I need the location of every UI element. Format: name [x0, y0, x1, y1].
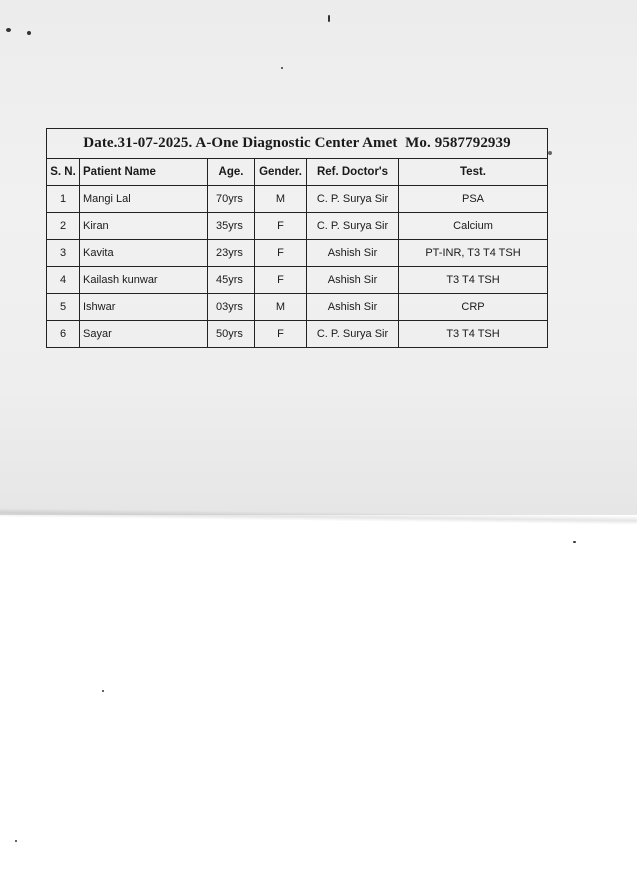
- cell-ref-doctor: Ashish Sir: [307, 267, 399, 294]
- column-header-ref-doctor: Ref. Doctor's: [307, 159, 399, 186]
- column-header-sn: S. N.: [47, 159, 80, 186]
- cell-sn: 2: [47, 213, 80, 240]
- cell-test: PT-INR, T3 T4 TSH: [399, 240, 548, 267]
- table-row: [47, 267, 548, 294]
- table-row: [47, 213, 548, 240]
- header-date: Date.31-07-2025.: [83, 135, 193, 151]
- cell-age: 23yrs: [208, 240, 255, 267]
- table-row: [47, 294, 548, 321]
- cell-test: T3 T4 TSH: [399, 267, 548, 294]
- table-row: [47, 186, 548, 213]
- cell-patient-name: Sayar: [80, 321, 208, 348]
- cell-sn: 4: [47, 267, 80, 294]
- cell-gender: F: [255, 213, 307, 240]
- cell-age: 03yrs: [208, 294, 255, 321]
- cell-gender: M: [255, 186, 307, 213]
- cell-test: PSA: [399, 186, 548, 213]
- column-header-gender: Gender.: [255, 159, 307, 186]
- cell-ref-doctor: Ashish Sir: [307, 240, 399, 267]
- table-title-row: [47, 129, 548, 159]
- cell-test: T3 T4 TSH: [399, 321, 548, 348]
- column-header-age: Age.: [208, 159, 255, 186]
- scan-speck: [15, 840, 17, 842]
- cell-age: 50yrs: [208, 321, 255, 348]
- cell-age: 35yrs: [208, 213, 255, 240]
- cell-age: 70yrs: [208, 186, 255, 213]
- patient-table: [46, 128, 548, 348]
- cell-sn: 5: [47, 294, 80, 321]
- cell-gender: M: [255, 294, 307, 321]
- table-row: [47, 240, 548, 267]
- cell-sn: 6: [47, 321, 80, 348]
- cell-ref-doctor: Ashish Sir: [307, 294, 399, 321]
- table-row: [47, 321, 548, 348]
- column-header-test: Test.: [399, 159, 548, 186]
- cell-test: CRP: [399, 294, 548, 321]
- table-title: [47, 129, 548, 159]
- scan-speck: [548, 151, 552, 155]
- cell-sn: 1: [47, 186, 80, 213]
- cell-patient-name: Kailash kunwar: [80, 267, 208, 294]
- header-center-name: A-One Diagnostic Center Amet: [195, 135, 398, 151]
- header-mobile: Mo. 9587792939: [405, 135, 511, 151]
- cell-patient-name: Kiran: [80, 213, 208, 240]
- cell-patient-name: Mangi Lal: [80, 186, 208, 213]
- cell-test: Calcium: [399, 213, 548, 240]
- cell-age: 45yrs: [208, 267, 255, 294]
- cell-ref-doctor: C. P. Surya Sir: [307, 213, 399, 240]
- column-header-patient-name: Patient Name: [80, 159, 208, 186]
- table-header-row: [47, 159, 548, 186]
- cell-sn: 3: [47, 240, 80, 267]
- cell-patient-name: Kavita: [80, 240, 208, 267]
- cell-ref-doctor: C. P. Surya Sir: [307, 186, 399, 213]
- cell-ref-doctor: C. P. Surya Sir: [307, 321, 399, 348]
- scan-speck: [6, 28, 11, 32]
- cell-gender: F: [255, 321, 307, 348]
- scan-speck: [102, 690, 104, 692]
- scan-speck: [573, 541, 576, 543]
- scan-speck: [27, 31, 31, 35]
- cell-gender: F: [255, 240, 307, 267]
- cell-patient-name: Ishwar: [80, 294, 208, 321]
- scan-speck: [328, 15, 330, 22]
- cell-gender: F: [255, 267, 307, 294]
- scan-speck: [281, 67, 283, 69]
